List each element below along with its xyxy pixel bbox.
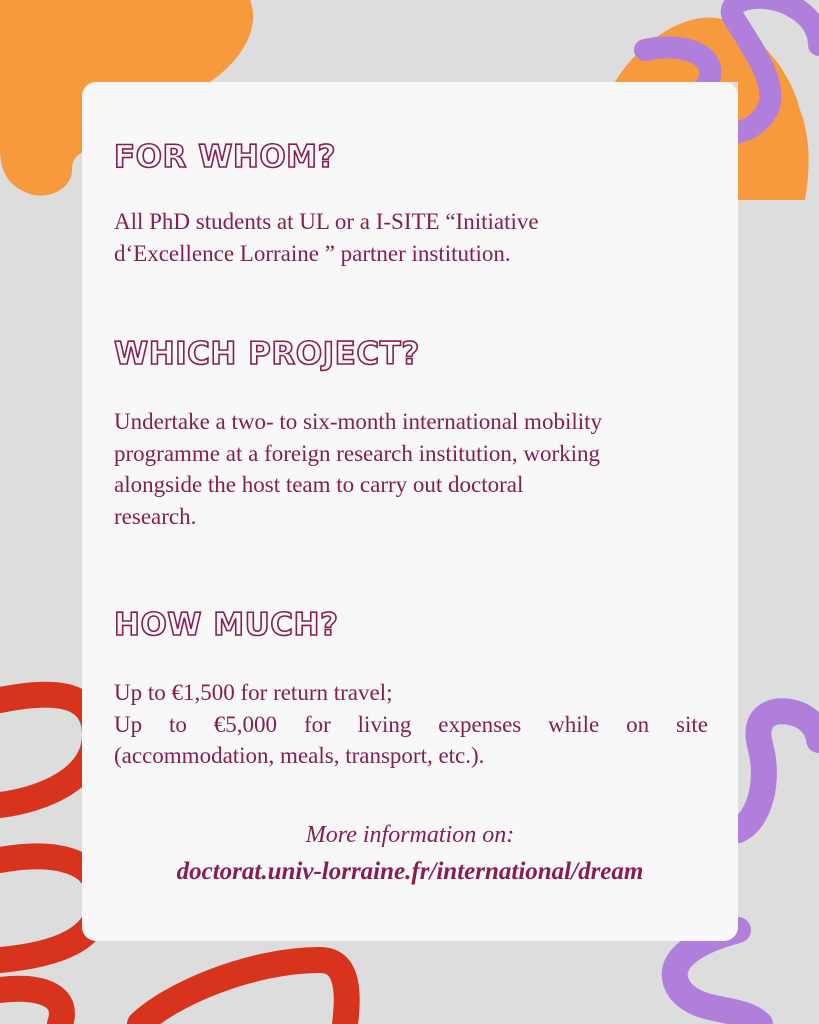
- more-info-label: More information on:: [305, 822, 515, 848]
- more-info-link[interactable]: doctorat.univ-lorraine.fr/international/dream: [176, 858, 644, 885]
- section-heading-which-project: WHICH PROJECT?: [114, 336, 420, 372]
- text-line: Up to €1,500 for return travel;: [114, 680, 393, 705]
- text-line: d‘Excellence Lorraine ” partner institution.: [114, 240, 511, 266]
- text-line: Undertake a two- to six-month international mobility: [114, 409, 603, 434]
- text-line: Up to €5,000 for living expenses while on site: [114, 711, 708, 737]
- section-heading-how-much: HOW MUCH?: [114, 607, 339, 643]
- text-line: programme at a foreign research institution, working: [114, 440, 601, 466]
- section-text-how-much: [114, 677, 708, 772]
- section-text-which-project: [114, 406, 708, 532]
- section-text-for-whom: [114, 206, 708, 269]
- text-line: All PhD students at UL or a I-SITE “Initiative: [114, 209, 539, 234]
- text-line: (accommodation, meals, transport, etc.).: [114, 743, 485, 768]
- text-line: research.: [114, 503, 197, 529]
- info-card: [82, 82, 738, 941]
- section-heading-for-whom: FOR WHOM?: [114, 139, 337, 175]
- text-line: alongside the host team to carry out doctoral: [114, 472, 524, 497]
